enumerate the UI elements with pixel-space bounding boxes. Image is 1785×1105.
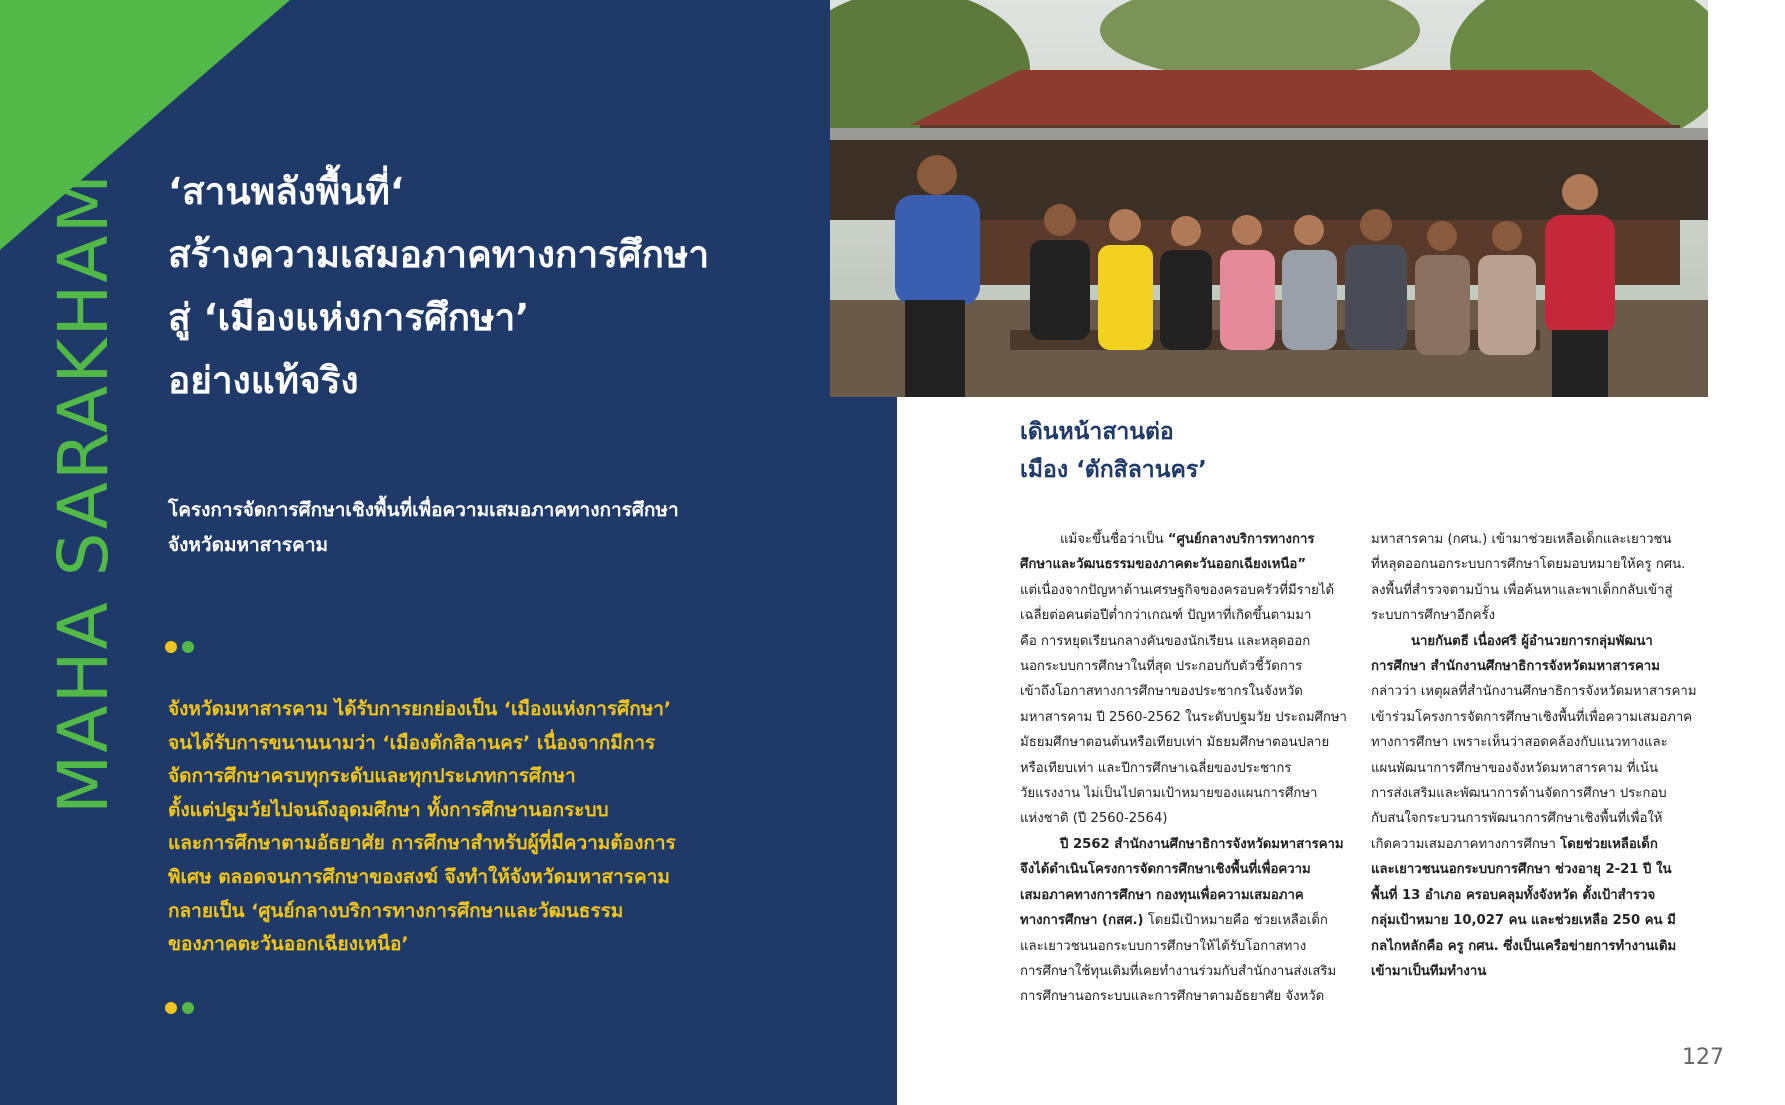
body-text: เฉลี่ยต่อคนต่อปีต่ำกว่าเกณฑ์ ปัญหาที่เกิดขึ้นตามมา xyxy=(1020,608,1312,624)
body-text-line xyxy=(1371,781,1706,806)
body-text-line xyxy=(1020,527,1355,552)
body-text-line xyxy=(1020,857,1355,882)
body-text: การศึกษานอกระบบและการศึกษาตามอัธยาศัย จังหวัด xyxy=(1020,989,1325,1005)
body-column-right xyxy=(1371,527,1706,984)
body-text: โดยมีเป้าหมายคือ ช่วยเหลือเด็ก xyxy=(1143,913,1328,929)
body-text: แห่งชาติ (ปี 2560-2564) xyxy=(1020,811,1168,827)
body-text: เข้าถึงโอกาสทางการศึกษาของประชากรในจังหวัด xyxy=(1020,684,1303,700)
body-text-line xyxy=(1371,679,1706,704)
body-text-bold: “ศูนย์กลางบริการทางการ xyxy=(1167,532,1315,547)
body-text: การศึกษาใช้ทุนเดิมที่เคยทำงานร่วมกับสำนักงานส่งเสริม xyxy=(1020,963,1337,979)
body-text: หรือเทียบเท่า และปีการศึกษาเฉลี่ยของประชากร xyxy=(1020,760,1292,776)
body-text-bold: พื้นที่ 13 อำเภอ ครอบคลุมทั้งจังหวัด ตั้งเป้าสำรวจ xyxy=(1371,887,1656,903)
page-number: 127 xyxy=(1682,1045,1724,1070)
intro-line: กลายเป็น ‘ศูนย์กลางบริการทางการศึกษาและวัฒนธรรม xyxy=(168,899,624,922)
body-text-bold: นายกันตธี เนื่องศรี ผู้อำนวยการกลุ่มพัฒนา xyxy=(1411,633,1653,649)
body-text: เข้าร่วมโครงการจัดการศึกษาเชิงพื้นที่เพื่อความเสมอภาค xyxy=(1371,709,1693,725)
green-dot xyxy=(182,641,194,653)
body-text-bold: ปี 2562 สำนักงานศึกษาธิการจังหวัดมหาสารคาม xyxy=(1060,836,1344,852)
body-text-line xyxy=(1371,552,1706,577)
body-text-line xyxy=(1020,959,1355,984)
body-text-line xyxy=(1020,756,1355,781)
decorative-dots xyxy=(165,999,199,1013)
project-title xyxy=(168,493,868,563)
intro-line: ตั้งแต่ปฐมวัยไปจนถึงอุดมศึกษา ทั้งการศึกษานอกระบบ xyxy=(168,798,609,821)
body-text: แต่เนื่องจากปัญหาด้านเศรษฐกิจของครอบครัวที่มีรายได้ xyxy=(1020,582,1335,598)
body-text: วัยแรงงาน ไม่เป็นไปตามเป้าหมายของแผนการศึกษา xyxy=(1020,786,1318,802)
group-photo xyxy=(830,0,1708,397)
body-text: คือ การหยุดเรียนกลางคันของนักเรียน และหลุดออก xyxy=(1020,633,1311,649)
body-text-line xyxy=(1020,984,1355,1009)
headline-line: สร้างความเสมอภาคทางการศึกษา xyxy=(168,233,710,276)
body-text-line xyxy=(1371,908,1706,933)
decorative-dots xyxy=(165,638,199,652)
section-heading-line: เมือง ‘ตักสิลานคร’ xyxy=(1020,457,1207,483)
body-text-bold: เข้ามาเป็นทีมทำงาน xyxy=(1371,963,1487,979)
body-text-line xyxy=(1371,603,1706,628)
body-text-line xyxy=(1020,730,1355,755)
body-text-line xyxy=(1371,806,1706,831)
body-text-line xyxy=(1020,552,1355,577)
body-text: ระบบการศึกษาอีกครั้ง xyxy=(1371,608,1496,624)
body-text-line xyxy=(1020,883,1355,908)
body-text-line xyxy=(1020,654,1355,679)
intro-paragraph xyxy=(168,693,888,962)
project-title-line: โครงการจัดการศึกษาเชิงพื้นที่เพื่อความเสมอภาคทางการศึกษา xyxy=(168,499,679,521)
intro-line: พิเศษ ตลอดจนการศึกษาของสงฆ์ จึงทำให้จังหวัดมหาสารคาม xyxy=(168,865,670,888)
body-text-line xyxy=(1371,629,1706,654)
section-heading xyxy=(1020,413,1207,489)
yellow-dot xyxy=(165,641,177,653)
body-text-line xyxy=(1371,959,1706,984)
body-text-line xyxy=(1371,578,1706,603)
body-text-line xyxy=(1371,654,1706,679)
headline-line: ‘สานพลังพื้นที่‘ xyxy=(168,170,404,213)
body-text-line xyxy=(1371,832,1706,857)
body-text: แม้จะขึ้นชื่อว่าเป็น xyxy=(1060,532,1168,547)
body-text: ลงพื้นที่สำรวจตามบ้าน เพื่อค้นหาและพาเด็กกลับเข้าสู่ xyxy=(1371,582,1673,598)
yellow-dot xyxy=(165,1002,177,1014)
vertical-province-title: MAHA SARAKHAM xyxy=(44,171,124,815)
body-text-line xyxy=(1020,679,1355,704)
intro-line: และการศึกษาตามอัธยาศัย การศึกษาสำหรับผู้ที่มีความต้องการ xyxy=(168,832,676,855)
body-text-bold: การศึกษา สำนักงานศึกษาธิการจังหวัดมหาสารคาม xyxy=(1371,659,1660,675)
body-text-line xyxy=(1020,705,1355,730)
body-text-line xyxy=(1020,806,1355,831)
body-text: กับสนใจกระบวนการพัฒนาการศึกษาเชิงพื้นที่เพื่อให้ xyxy=(1371,811,1663,827)
body-text-line xyxy=(1020,578,1355,603)
section-heading-line: เดินหน้าสานต่อ xyxy=(1020,419,1174,445)
body-text: มัธยมศึกษาตอนต้นหรือเทียบเท่า มัธยมศึกษาตอนปลาย xyxy=(1020,735,1330,751)
body-text-bold: และเยาวชนนอกระบบการศึกษา ช่วงอายุ 2-21 ปี ใน xyxy=(1371,862,1672,878)
headline-line: อย่างแท้จริง xyxy=(168,359,359,402)
headline xyxy=(168,160,868,412)
body-text-bold: ศึกษาและวัฒนธรรมของภาคตะวันออกเฉียงเหนือ” xyxy=(1020,557,1307,573)
body-text: การส่งเสริมและพัฒนาการด้านจัดการศึกษา ประกอบ xyxy=(1371,786,1667,802)
body-text: เกิดความเสมอภาคทางการศึกษา xyxy=(1371,836,1561,852)
group-photo-illustration xyxy=(830,0,1708,397)
body-text-bold: กลไกหลักคือ ครู กศน. ซึ่งเป็นเครือข่ายการทำงานเดิม xyxy=(1371,938,1677,954)
body-text-bold: ทางการศึกษา (กสศ.) xyxy=(1020,913,1144,929)
body-text-bold: จึงได้ดำเนินโครงการจัดการศึกษาเชิงพื้นที่เพื่อความ xyxy=(1020,862,1311,878)
body-column-left xyxy=(1020,527,1355,1010)
body-text-line xyxy=(1020,603,1355,628)
body-text-line xyxy=(1371,756,1706,781)
body-text-line xyxy=(1020,908,1355,933)
body-text: มหาสารคาม (กศน.) เข้ามาช่วยเหลือเด็กและเยาวชน xyxy=(1371,532,1672,547)
body-text: ทางการศึกษา เพราะเห็นว่าสอดคล้องกับแนวทางและ xyxy=(1371,735,1668,751)
intro-line: จนได้รับการขนานนามว่า ‘เมืองตักสิลานคร’ เนื่องจากมีการ xyxy=(168,731,656,754)
body-text-line xyxy=(1020,832,1355,857)
body-text-line xyxy=(1020,781,1355,806)
body-text-bold: กลุ่มเป้าหมาย 10,027 คน และช่วยเหลือ 250 คน มี xyxy=(1371,913,1676,929)
green-dot xyxy=(182,1002,194,1014)
body-text-line xyxy=(1371,527,1706,552)
body-text: ที่หลุดออกนอกระบบการศึกษาโดยมอบหมายให้ครู กศน. xyxy=(1371,557,1686,573)
body-text-line xyxy=(1371,705,1706,730)
body-text-line xyxy=(1371,883,1706,908)
body-text: แผนพัฒนาการศึกษาของจังหวัดมหาสารคาม ที่เน้น xyxy=(1371,760,1659,776)
intro-line: จัดการศึกษาครบทุกระดับและทุกประเภทการศึกษา xyxy=(168,765,576,788)
body-text-bold: โดยช่วยเหลือเด็ก xyxy=(1560,836,1658,852)
body-text: และเยาวชนนอกระบบการศึกษาให้ได้รับโอกาสทาง xyxy=(1020,938,1307,954)
body-text-line xyxy=(1371,730,1706,755)
body-text-line xyxy=(1020,934,1355,959)
intro-line: จังหวัดมหาสารคาม ได้รับการยกย่องเป็น ‘เมืองแห่งการศึกษา’ xyxy=(168,698,672,720)
body-text-bold: เสมอภาคทางการศึกษา กองทุนเพื่อความเสมอภาค xyxy=(1020,887,1304,903)
headline-line: สู่ ‘เมืองแห่งการศึกษา’ xyxy=(168,296,530,339)
intro-line: ของภาคตะวันออกเฉียงเหนือ’ xyxy=(168,933,409,956)
body-text-line xyxy=(1020,629,1355,654)
project-title-line: จังหวัดมหาสารคาม xyxy=(168,534,329,556)
body-text-line xyxy=(1371,857,1706,882)
body-text: กล่าวว่า เหตุผลที่สำนักงานศึกษาธิการจังหวัดมหาสารคาม xyxy=(1371,684,1697,700)
body-text: มหาสารคาม ปี 2560-2562 ในระดับปฐมวัย ประถมศึกษา xyxy=(1020,709,1347,725)
body-text: นอกระบบการศึกษาในที่สุด ประกอบกับตัวชี้วัดการ xyxy=(1020,659,1303,675)
body-text-line xyxy=(1371,934,1706,959)
